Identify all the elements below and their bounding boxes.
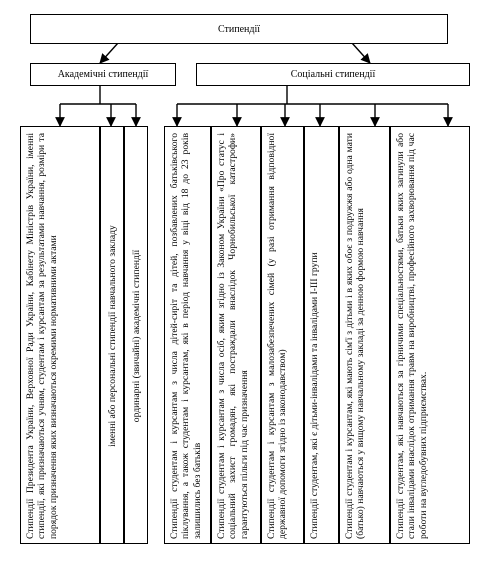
academic-label: Академічні стипендії: [57, 69, 149, 80]
social-item-disabled-text: Стипендії студентам, які є дітьми-інвалідами та інвалідами І-ІІІ групи: [309, 252, 320, 539]
academic-item-presidential: [20, 126, 100, 544]
academic-item-presidential-text: Стипендії Президента України, Верховної Ради України, Кабінету Міністрів України, іменні стипендії, які призначаються учням, студентам і курсантам за результатами навчання, розміри та порядок призначення яких визначаються окремими нормативними актами: [25, 133, 59, 539]
social-item-chornobyl: [211, 126, 261, 544]
social-item-low-income-text: Стипендії студентам і курсантам з малозабезпечених сімей (у разі отримання відповідної державної допомоги згідно із законодавством): [266, 133, 289, 539]
academic-item-personal-text: іменні або персональні стипендії навчального закладу: [107, 225, 119, 447]
social-item-families-text: Стипендії студентам і курсантам, які мають сім'ї з дітьми і в яких обоє з подружжя або одна мати (батько) навчаються у вищому навчальному закладі за денною формою навчання: [344, 133, 367, 539]
social-label: Соціальні стипендії: [290, 69, 376, 80]
academic-item-ordinary: [124, 126, 148, 544]
academic-node: [30, 63, 176, 86]
social-item-families: [339, 126, 390, 544]
social-node: [196, 63, 470, 86]
social-item-orphans: [164, 126, 211, 544]
social-item-disabled: [304, 126, 339, 544]
social-item-orphans-text: Стипендії студентам і курсантам з числа дітей-сиріт та дітей, позбавлених батьківського піклування, а також студентам і курсантам, які в період навчання у віці від 18 до 23 років залишились без батьків: [169, 133, 203, 539]
social-item-mining: [390, 126, 470, 544]
academic-item-personal: [100, 126, 124, 544]
root-label: Стипендії: [217, 23, 261, 35]
academic-item-ordinary-text: ординарні (звичайні) академічні стипендії: [131, 249, 143, 423]
social-item-chornobyl-text: Стипендії студентам і курсантам з числа осіб, яким згідно із Законом України «Про статус і соціальний захист громадян, які постраждали внаслідок Чорнобильської катастрофи» гарантуються пільги під час призначення: [216, 133, 250, 539]
root-node: [30, 14, 448, 44]
social-item-mining-text: Стипендії студентам, які навчаються за гірничими спеціальностями, батьки яких загинули або стали інвалідами внаслідок отримання травм на виробництві, професійного захворювання під час роботи на вугледобувних підприємствах.: [395, 133, 429, 539]
social-item-low-income: [261, 126, 304, 544]
